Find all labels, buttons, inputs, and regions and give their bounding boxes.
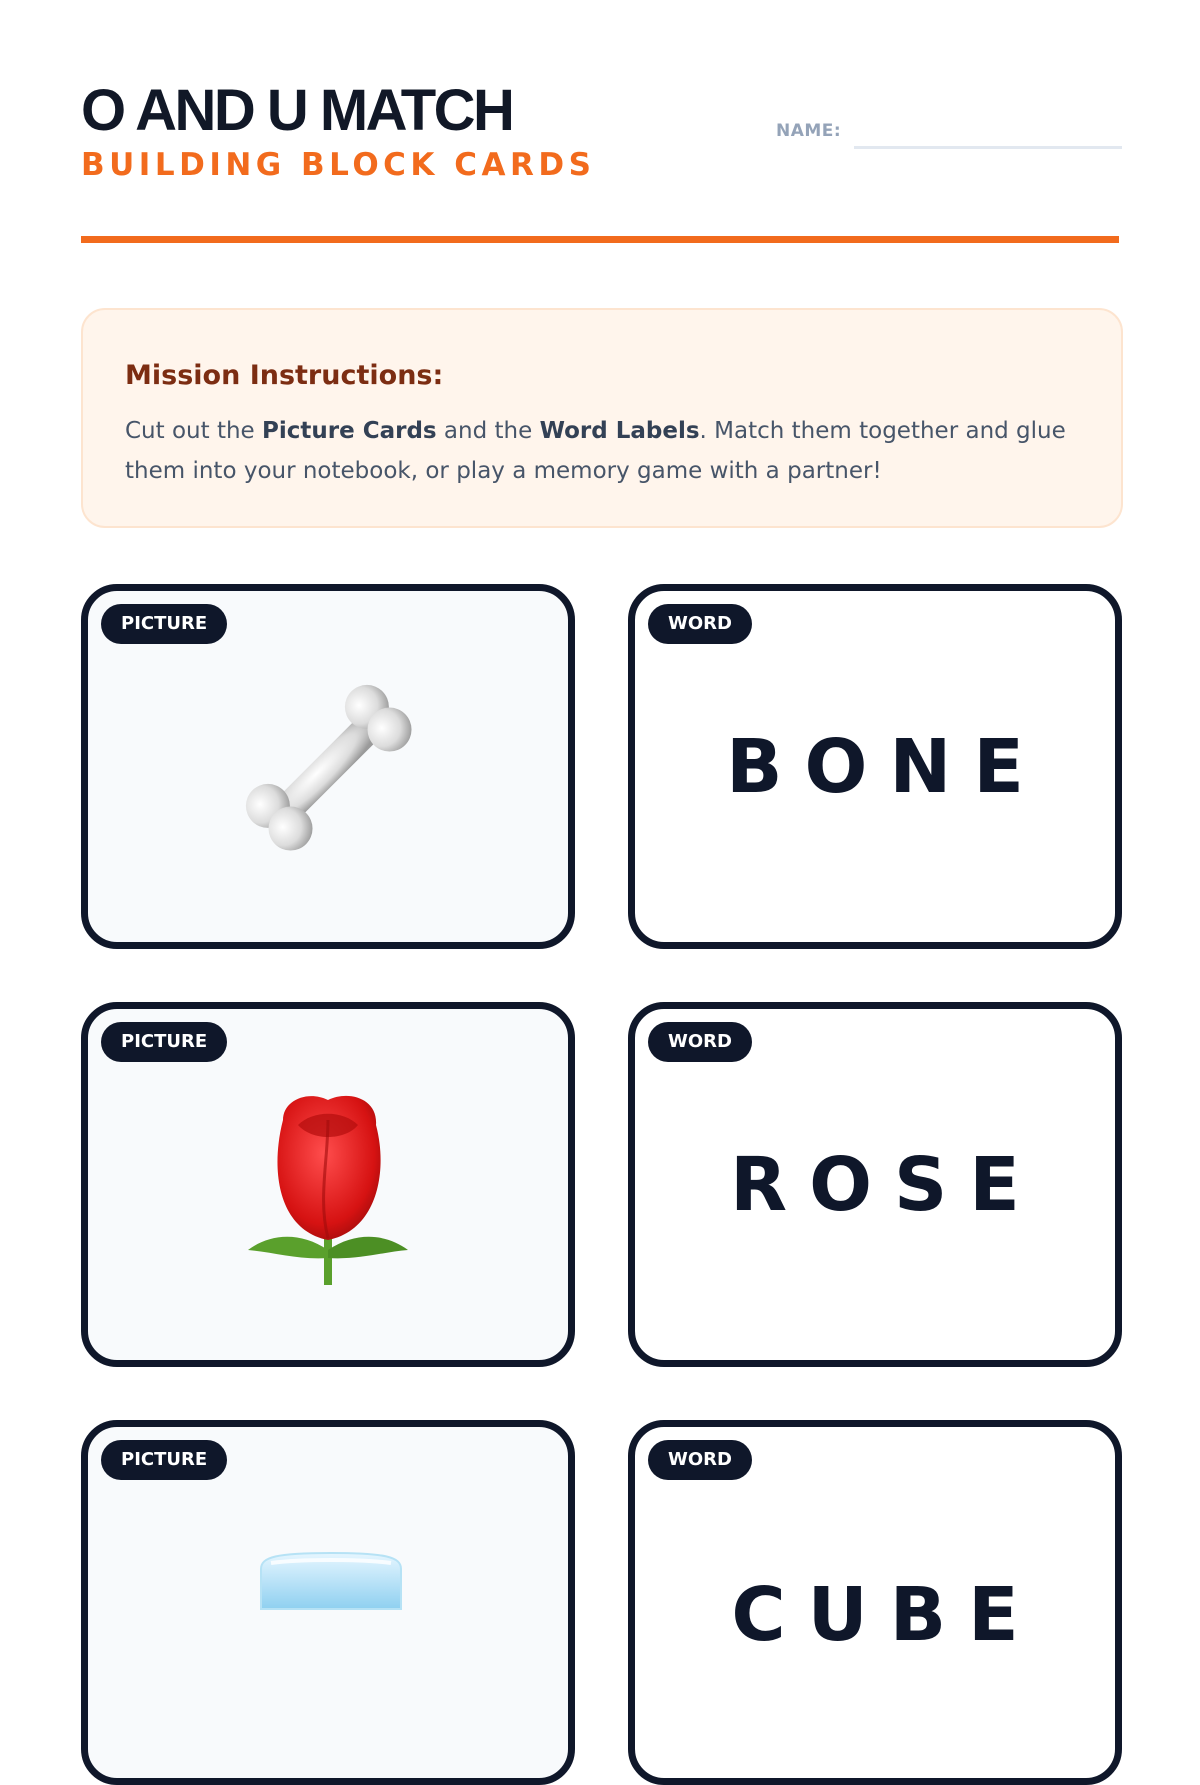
picture-card-cube: [81, 1420, 575, 1785]
picture-cards-emphasis: Picture Cards: [262, 418, 437, 444]
word-label: CUBE: [731, 1572, 1041, 1658]
word-labels-emphasis: Word Labels: [539, 418, 700, 444]
picture-tag: PICTURE: [101, 1022, 227, 1062]
instructions-text: Cut out the Picture Cards and the Word Labels. Match them together and glue them into your notebook, or play a memory game with a partner!: [125, 418, 1066, 484]
name-field-line[interactable]: [854, 146, 1122, 149]
rose-icon: [228, 1080, 428, 1290]
bone-icon: [218, 657, 438, 877]
header: [81, 0, 1119, 243]
picture-card-rose: [81, 1002, 575, 1367]
page-subtitle: BUILDING BLOCK CARDS: [81, 147, 596, 183]
picture-tag: PICTURE: [101, 604, 227, 644]
picture-card-bone: [81, 584, 575, 949]
word-tag: WORD: [648, 604, 752, 644]
word-card-rose: [628, 1002, 1122, 1367]
page-title: O AND U MATCH: [81, 78, 513, 143]
word-tag: WORD: [648, 1022, 752, 1062]
word-label: BONE: [726, 723, 1046, 810]
word-tag: WORD: [648, 1440, 752, 1480]
name-label: NAME:: [776, 121, 842, 141]
ice-cube-icon: [251, 1549, 411, 1609]
instructions-heading: Mission Instructions:: [125, 360, 444, 391]
word-card-bone: [628, 584, 1122, 949]
instructions-panel: [81, 308, 1123, 528]
picture-tag: PICTURE: [101, 1440, 227, 1480]
word-card-cube: [628, 1420, 1122, 1785]
word-label: ROSE: [730, 1141, 1042, 1228]
